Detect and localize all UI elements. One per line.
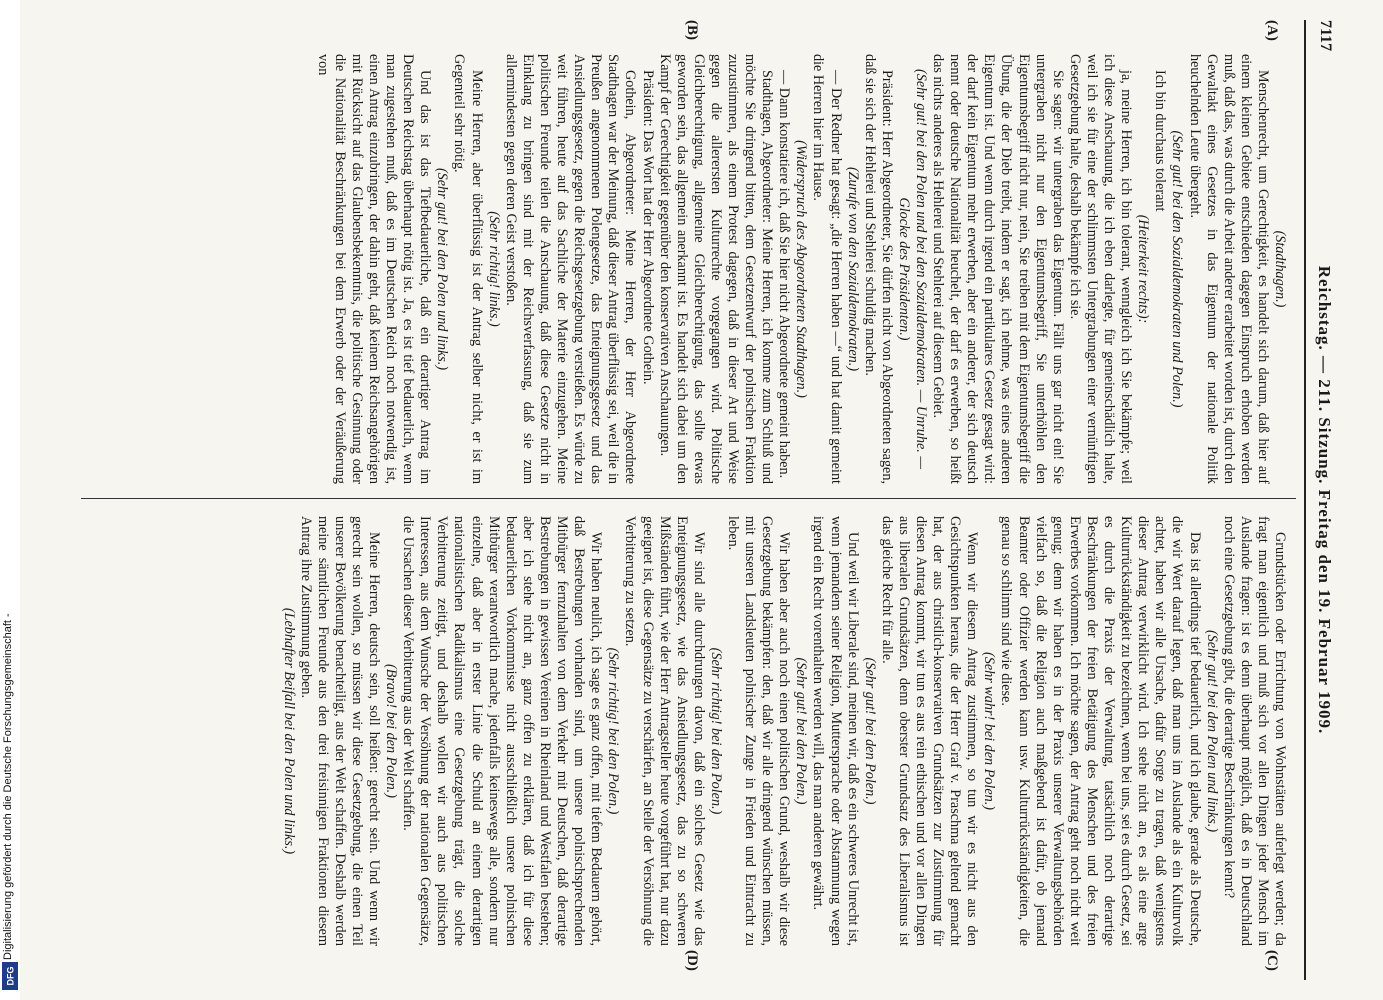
right-column [83, 516, 1288, 946]
stage-direction: (Sehr gut! bei den Polen.) [793, 657, 810, 805]
paragraph: Präsident: Das Wort hat der Herr Abgeordnete Gothein. [639, 70, 656, 385]
stage-direction: (Sehr gut! bei den Polen und links.) [434, 167, 451, 371]
stage-direction: (Sehr richtig! bei den Polen.) [605, 647, 622, 815]
margin-marker-a: (A) [1264, 20, 1280, 41]
paragraph: Wir haben aber auch noch einen politischen Grund, weshalb wir diese Gesetzgebung bekämpfen: den, daß wir alle dringend wünschen müssen, mit unseren Landsleuten polnischer Zunge in Frieden und Eintracht zu leben. [725, 516, 793, 946]
page-header [1304, 20, 1340, 980]
stage-direction: (Widerspruch des Abgeordneten Stadthagen.) [793, 140, 810, 398]
left-column [83, 54, 1288, 484]
stage-direction: (Sehr gut! bei den Sozialdemokraten und Polen.) [1169, 130, 1186, 408]
paragraph: Wenn wir diesem Antrag zustimmen, so tun wir es nicht aus den Gesichtspunkten heraus, die der Herr Graf v. Praschma geltend gemacht hat, der aus christlich-konservativen Grundsätzen zur Zustimmung für diesen Antrag kommt, wir tun es aus rein ethischen und vor allen Dingen aus liberalen Grundsätzen, denn oberster Grundsatz des Liberalismus ist das gleiche Recht für alle. [878, 516, 981, 946]
paragraph: Meine Herren, deutsch sein, soll heißen: gerecht sein. Und wenn wir gerecht sein wollen, so müssen wir diese Gesetzgebung, die einen Teil unserer Bevölkerung benachteiligt, aus der Welt schaffen. Deshalb werden meine sämtlichen Freunde aus den drei freisinnigen Fraktionen diesem Antrag ihre Zustimmung geben. [297, 516, 383, 946]
paragraph: Gothein, Abgeordneter: Meine Herren, der Herr Abgeordnete Stadthagen war der Meinung, daß dieser Antrag überflüssig sei, weil die in Preußen angenommenen Polengesetze, das Enteignungsgesetz und das Ansiedlungsgesetz, gegen die Reichsgesetzgebung verstießen. Es würde zu weit führen, heute auf das Sachliche der Materie einzugehen. Meine politischen Freunde teilen die Anschauung, daß diese Gesetze nicht in Einklang zu bringen sind mit der Reichsverfassung, daß sie zum allermindesten gegen deren Geist verstoßen. [502, 54, 639, 484]
stage-direction: (Lebhafter Beifall bei den Polen und links.) [280, 607, 297, 855]
paragraph: Wir sind alle durchdrungen davon, daß ein solches Gesetz wie das Enteignungsgesetz, wie das Ansiedlungsgesetz, das zu so schweren Mißständen führt, wie der Herr Antragsteller heute vorgeführt hat, nur dazu geeignet ist, diese Gegensätze zu verschärfen, an Stelle der Versöhnung die Verbitterung zu setzen. [622, 516, 707, 946]
stage-direction: (Zurufe von den Sozialdemokraten.) [844, 166, 861, 372]
stage-direction: (Sehr gut! bei den Polen.) [861, 657, 878, 805]
column-divider [81, 498, 1296, 499]
paragraph: — Der Redner hat gesagt: „die Herren haben —“ und hat damit gemeint die Herren hier im Hause. [810, 54, 844, 484]
paragraph: — Dann konstatiere ich, daß Sie hier nicht Abgeordnete gemeint haben. [776, 70, 793, 479]
paragraph: Wir haben neulich, ich sage es ganz offen, mit tiefem Bedauern gehört, daß Bestrebungen vorhanden sind, um unsere polnischsprechenden Mitbürger fernzuhalten von dem Verkehr mit Deutschen, daß derartige Bestrebungen in gewissen Vereinen in Rheinland und Westfalen bestehen; aber ich stehe nicht an, ganz offen zu erklären, daß ich für diese bedauerlichen Vorkommnisse nicht ausschließlich unsere polnischen Mitbürger verantwortlich mache, jedenfalls keineswegs alle, sondern nur einzelne, daß aber in erster Linie die Schuld an einem derartigen nationalistischen Radikalismus eine Gesetzgebung trägt, die solche Verbitterung zeitigt, und deshalb wollen wir auch aus politischen Interessen, aus dem Wunsche der Versöhnung der nationalen Gegensätze, die Ursachen dieser Verbitterung aus der Welt schaffen. [400, 516, 605, 946]
paragraph: ja, meine Herren, ich bin tolerant, wenngleich ich Sie bekämpfe; weil ich diese Anschauung, die ich eben darlegte, für gemeinschädlich halte, weil ich sie für eine der schlimmsten Untergrabungen einer vernünftigen Gesetzgebung halte, deshalb bekämpfe ich sie. [1066, 54, 1135, 484]
stage-direction: (Heiterkeit rechts): [1135, 214, 1152, 324]
stage-direction: (Stadthagen.) [1272, 230, 1288, 308]
paragraph: Präsident: Herr Abgeordneter, Sie dürfen nicht von Abgeordneten sagen, daß sie sich der Hehlerei und Stehlerei schuldig machen. [861, 54, 895, 484]
paragraph: Sie sagen: wir untergraben das Eigentum. Fällt uns gar nicht ein! Sie untergraben nicht nur den Eigentumsbegriff, Sie unterhöhlen den Eigentumsbegriff nicht nur, nein, Sie treiben mit dem Eigentumsbegriff die Übung, die der Dieb treibt, indem er sagt, ich nehme, was eines anderen Eigentum ist. Und wenn durch irgend ein partikulares Gesetz gesagt wird: der darf kein Eigentum mehr erwerben, aber ein anderer, der sich deutsch nennt oder deutsche Nationalität heuchelt, der darf es erwerben, so heißt das nichts anderes als Hehlerei und Stehlerei auf diesem Gebiet. [930, 54, 1066, 484]
dfg-logo-icon: DFG [2, 962, 18, 990]
margin-marker-d: (D) [684, 950, 700, 971]
paragraph: Grundstücken oder Errichtung von Wohnstätten auferlegt werden; da fragt man eigentlich und muß sich vor allen Dingen jeder Mensch im Auslande fragen: ist es denn überhaupt möglich, daß es in Deutschland noch eine Gesetzgebung gibt, die derartige Beschränkungen kennt? [1220, 516, 1288, 946]
stage-direction: (Sehr richtig! bei den Polen.) [707, 647, 724, 815]
margin-marker-b: (B) [684, 20, 700, 40]
paragraph: Stadthagen, Abgeordneter: Meine Herren, ich komme zum Schluß und möchte Sie dringend bitten, dem Gesetzentwurf der polnischen Fraktion zuzustimmen, als einem Protest dagegen, daß in dieser Art und Weise gegen die allerersten Kulturrechte vorgegangen wird. Politische Gleichberechtigung, allgemeine Gleichberechtigung, das sollte etwas geworden sein, das allgemein anerkannt ist. Es handelt sich dabei um den Kampf der Gerechtigkeit gegenüber den konservativen Anschauungen. [656, 54, 776, 484]
stage-direction: (Sehr richtig! links.) [485, 211, 502, 327]
paragraph: Und weil wir Liberale sind, meinen wir, daß es ein schweres Unrecht ist, wenn jemandem seiner Religion, Muttersprache oder Abstammung wegen irgend ein Recht vorenthalten werden will, das man anderen gewährt. [810, 516, 861, 946]
stage-direction: (Bravo! bei den Polen.) [383, 664, 400, 798]
paragraph: Das ist allerdings tief bedauerlich, und ich glaube, gerade als Deutsche, die wir Wert darauf legen, daß man uns im Auslande als ein Kulturvolk achtet, haben wir alle Ursache, dafür Sorge zu tragen, daß wenigstens dieser Antrag verwirklicht wird. Ich stehe nicht an, es als eine arge Kulturrückständigkeit zu bezeichnen, wenn bei uns, sei es durch Gesetz, sei es durch die Praxis der Verwaltung, tatsächlich noch derartige Beschränkungen der freien Betätigung des Menschen und des freien Erwerbes vorkommen. Ich möchte sagen, der Antrag geht noch nicht weit genug; denn wir haben es in der Praxis unserer Verwaltungsbehörden vielfach so, daß die Religion auch maßgebend ist dafür, ob jemand Beamter oder Offizier werden kann usw. Kulturrückständigkeiten, die genau so schlimm sind wie diese. [998, 516, 1203, 946]
sidebar-strip [0, 0, 20, 1000]
paragraph: Meine Herren, aber überflüssig ist der Antrag selber nicht, er ist im Gegenteil sehr nötig. [451, 54, 485, 484]
page-title: Reichstag. — 211. Sitzung. Freitag den 19. Februar 1909. [1315, 265, 1334, 735]
margin-marker-c: (C) [1264, 950, 1280, 971]
dfg-credit-text: Digitalisierung gefördert durch die Deutsche Forschungsgemeinschaft - [2, 613, 14, 960]
stage-direction: (Sehr gut! bei den Polen und bei den Sozialdemokraten. — Unruhe. — Glocke des Präsidenten.) [895, 69, 930, 469]
paragraph: Und das ist das Tiefbedauerliche, daß ein derartiger Antrag im Deutschen Reichstag überhaupt nötig ist. Ja, es ist tief bedauerlich, wenn man zugestehen muß, daß es im Deutschen Reich noch notwendig ist, einen Antrag einzubringen, der dahin geht, daß keinem Reichsangehörigen mit Rücksicht auf das Glaubensbekenntnis, die politische Gesinnung oder die Nationalität Beschränkungen bei dem Erwerb oder der Veräußerung von [314, 54, 434, 484]
paragraph: Menschenrecht, um Gerechtigkeit, es handelt sich darum, daß hier auf einem kleinen Gebiete entschieden dagegen Einspruch erhoben werden muß, daß das, was durch die Arbeit anderer erarbeitet worden ist, durch den Gewaltakt eines Gesetzes in das Eigentum der nationale Politik heuchelnden Leute übergeht. [1186, 54, 1271, 484]
stage-direction: (Sehr wahr! bei den Polen.) [981, 652, 998, 810]
stage-direction: (Sehr gut! bei den Polen und links.) [1203, 629, 1220, 833]
page-number: 7117 [1317, 20, 1334, 52]
paragraph: Ich bin durchaus tolerant [1152, 70, 1169, 212]
scanned-page [70, 20, 1340, 980]
